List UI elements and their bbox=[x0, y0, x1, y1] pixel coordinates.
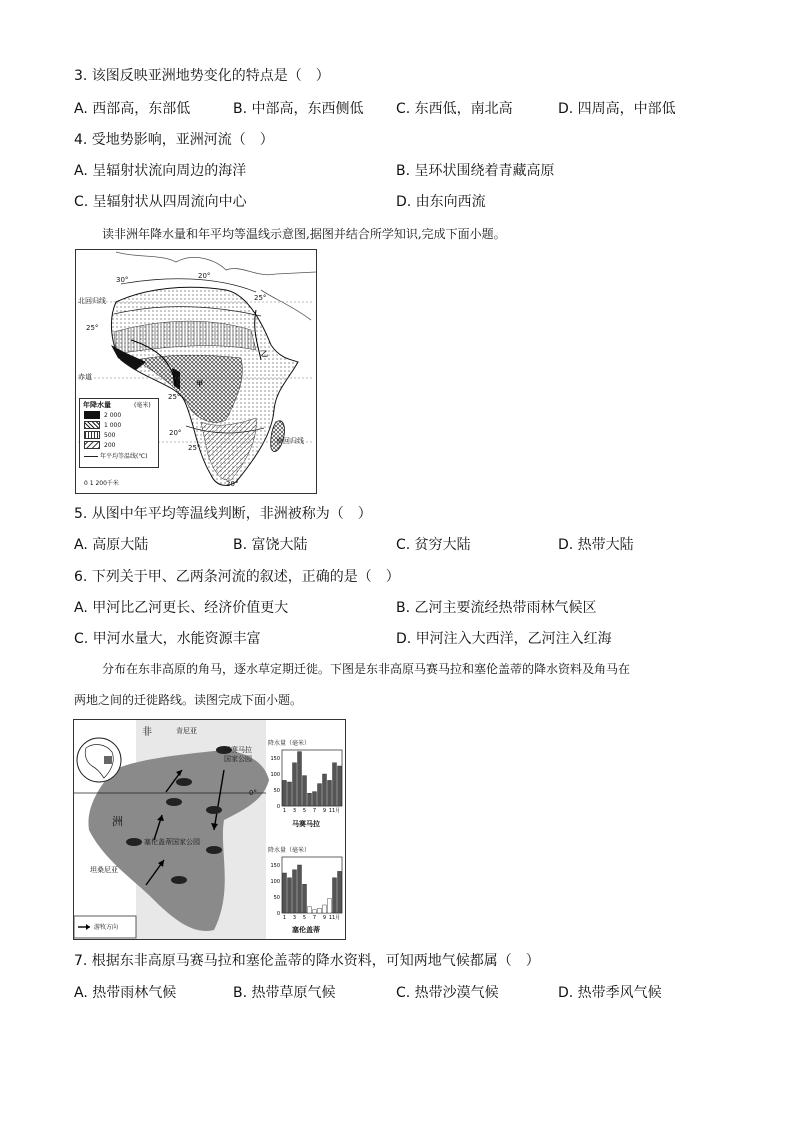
migration-figure bbox=[73, 719, 346, 940]
tanzania-label: 坦桑尼亚 bbox=[90, 866, 118, 874]
q3-option-d: D. 四周高，中部低 bbox=[558, 101, 676, 117]
y-tick-label: 100 bbox=[270, 772, 280, 778]
x-tick-label: 3 bbox=[292, 808, 297, 814]
reading-intro-wildebeest-line2: 两地之间的迁徙路线。读图完成下面小题。 bbox=[74, 693, 303, 707]
herd-marker bbox=[176, 778, 192, 786]
x-tick-label: 7 bbox=[312, 808, 317, 814]
legend-level-2000: 2 000 bbox=[104, 412, 122, 419]
q4-option-d: D. 由东向西流 bbox=[396, 194, 486, 210]
q7-option-a: A. 热带雨林气候 bbox=[74, 985, 177, 1001]
precip-bar bbox=[328, 899, 332, 913]
herd-marker bbox=[166, 798, 182, 806]
equator-degree-label: 0° bbox=[249, 789, 257, 797]
masai-mara-chart bbox=[270, 750, 342, 814]
serengeti-park-label: 塞伦盖蒂国家公园 bbox=[144, 838, 200, 846]
precip-bar bbox=[328, 780, 332, 806]
europe-coastline bbox=[116, 252, 316, 275]
q4-option-c: C. 呈辐射状从四周流向中心 bbox=[74, 194, 247, 210]
x-tick-label: 5 bbox=[302, 808, 307, 814]
x-tick-label: 9 bbox=[322, 915, 327, 921]
serengeti-chart bbox=[270, 857, 342, 921]
legend-level-1000: 1 000 bbox=[104, 422, 122, 429]
x-tick-label: 5 bbox=[302, 915, 307, 921]
precip-bar bbox=[333, 878, 337, 913]
q6-option-c: C. 甲河水量大，水能资源丰富 bbox=[74, 631, 261, 647]
q4-option-a: A. 呈辐射状流向周边的海洋 bbox=[74, 163, 247, 179]
north-tropic-label: 北回归线 bbox=[78, 297, 106, 305]
precip-bar bbox=[298, 865, 302, 913]
chart-a-unit: 降水量（毫米） bbox=[268, 740, 311, 747]
q3-option-c: C. 东西低，南北高 bbox=[396, 101, 513, 117]
q3-option-a: A. 西部高，东部低 bbox=[74, 101, 191, 117]
migration-legend-label: 游牧方向 bbox=[94, 924, 119, 931]
question-3-stem: 3. 该图反映亚洲地势变化的特点是（ ） bbox=[74, 68, 330, 84]
herd-marker bbox=[206, 806, 222, 814]
river-yi-marker: 乙 bbox=[261, 350, 268, 358]
isotherm-25-label-east: 25° bbox=[254, 294, 267, 302]
precip-bar bbox=[288, 878, 292, 913]
y-tick-label: 50 bbox=[273, 788, 280, 794]
precip-bar bbox=[283, 780, 287, 806]
x-tick-label: 11月 bbox=[328, 915, 341, 921]
equator-label: 赤道 bbox=[78, 373, 92, 381]
q7-option-c: C. 热带沙漠气候 bbox=[396, 985, 499, 1001]
precip-bar bbox=[313, 792, 317, 806]
precip-bar bbox=[288, 782, 292, 806]
isotherm-20-label: 20° bbox=[198, 272, 211, 280]
isotherm-20-label-sw: 20° bbox=[169, 429, 182, 437]
y-tick-label: 0 bbox=[276, 804, 280, 810]
precip-bar bbox=[298, 752, 302, 806]
question-7-stem: 7. 根据东非高原马赛马拉和塞伦盖蒂的降水资料，可知两地气候都属（ ） bbox=[74, 953, 540, 969]
legend-swatch-2000 bbox=[84, 411, 100, 419]
y-tick-label: 100 bbox=[270, 879, 280, 885]
precip-bar bbox=[303, 776, 307, 806]
continent-char-label: 洲 bbox=[112, 815, 123, 828]
x-tick-label: 1 bbox=[282, 915, 287, 921]
legend-isotherm-label: 年平均等温线(℃) bbox=[100, 453, 148, 460]
precip-bar bbox=[323, 774, 327, 806]
reading-intro-africa: 读非洲年降水量和年平均等温线示意图,据图并结合所学知识,完成下面小题。 bbox=[102, 227, 506, 241]
precip-bar bbox=[283, 873, 287, 913]
legend-level-500: 500 bbox=[104, 432, 116, 439]
arabia-coastline bbox=[261, 290, 311, 320]
africa-map-figure bbox=[75, 249, 317, 494]
q6-option-a: A. 甲河比乙河更长、经济价值更大 bbox=[74, 600, 289, 616]
x-tick-label: 1 bbox=[282, 808, 287, 814]
chart-b-unit: 降水量（毫米） bbox=[268, 847, 311, 854]
q4-option-b: B. 呈环状围绕着青藏高原 bbox=[396, 163, 555, 179]
chart-b-title: 塞伦盖蒂 bbox=[292, 926, 320, 934]
legend-swatch-500 bbox=[84, 431, 100, 439]
south-tropic-label: 南回归线 bbox=[276, 437, 304, 445]
migration-map-svg bbox=[74, 720, 345, 939]
y-tick-label: 0 bbox=[276, 911, 280, 917]
precip-bar bbox=[313, 910, 317, 913]
precip-bar bbox=[293, 763, 297, 806]
q7-option-b: B. 热带草原气候 bbox=[233, 985, 336, 1001]
inset-highlight bbox=[104, 756, 112, 764]
y-tick-label: 50 bbox=[273, 895, 280, 901]
herd-marker bbox=[126, 838, 142, 846]
q5-option-b: B. 富饶大陆 bbox=[233, 537, 308, 553]
isotherm-25-label-west: 25° bbox=[86, 324, 99, 332]
precip-bar bbox=[308, 793, 312, 806]
y-tick-label: 150 bbox=[270, 863, 280, 869]
herd-marker bbox=[206, 846, 222, 854]
precip-bar bbox=[308, 907, 312, 913]
q6-option-d: D. 甲河注入大西洋，乙河注入红海 bbox=[396, 631, 612, 647]
precip-bar bbox=[333, 763, 337, 806]
precip-bar bbox=[318, 908, 322, 913]
q5-option-c: C. 贫穷大陆 bbox=[396, 537, 471, 553]
chart-a-title: 马赛马拉 bbox=[292, 820, 320, 828]
precip-bar bbox=[323, 905, 327, 913]
river-jia-marker: 甲 bbox=[196, 380, 203, 388]
q7-option-d: D. 热带季风气候 bbox=[558, 985, 662, 1001]
masai-mara-park-label: 马赛马拉 国家公园 bbox=[224, 746, 252, 763]
y-tick-label: 150 bbox=[270, 756, 280, 762]
isotherm-25-label-south: 25° bbox=[188, 444, 201, 452]
isotherm-20-label-cape: 20° bbox=[226, 480, 239, 488]
legend-isotherm-line bbox=[84, 456, 98, 457]
q5-option-d: D. 热带大陆 bbox=[558, 537, 634, 553]
legend-level-200: 200 bbox=[104, 442, 116, 449]
isotherm-30-label: 30° bbox=[116, 276, 129, 284]
precipitation-legend bbox=[79, 398, 159, 468]
precip-bar bbox=[293, 870, 297, 913]
legend-swatch-1000 bbox=[84, 421, 100, 429]
q3-option-b: B. 中部高，东西侧低 bbox=[233, 101, 364, 117]
inset-label-africa: 非 bbox=[142, 727, 152, 738]
kenya-label: 肯尼亚 bbox=[176, 727, 197, 735]
map-scale: 0 1 200千米 bbox=[84, 480, 119, 487]
x-tick-label: 3 bbox=[292, 915, 297, 921]
q6-option-b: B. 乙河主要流经热带雨林气候区 bbox=[396, 600, 597, 616]
x-tick-label: 9 bbox=[322, 808, 327, 814]
question-6-stem: 6. 下列关于甲、乙两条河流的叙述，正确的是（ ） bbox=[74, 569, 400, 585]
herd-marker bbox=[171, 876, 187, 884]
precip-bar bbox=[338, 871, 342, 913]
precip-bar bbox=[303, 884, 307, 913]
precip-bar bbox=[338, 766, 342, 806]
x-tick-label: 7 bbox=[312, 915, 317, 921]
reading-intro-wildebeest-line1: 分布在东非高原的角马，逐水草定期迁徙。下图是东非高原马赛马拉和塞伦盖蒂的降水资料及角马在 bbox=[102, 662, 631, 676]
legend-swatch-200 bbox=[84, 441, 100, 449]
precip-bar bbox=[318, 784, 322, 806]
q5-option-a: A. 高原大陆 bbox=[74, 537, 149, 553]
question-5-stem: 5. 从图中年平均等温线判断，非洲被称为（ ） bbox=[74, 506, 372, 522]
isotherm-25-label-central: 25° bbox=[168, 393, 181, 401]
x-tick-label: 11月 bbox=[328, 808, 341, 814]
legend-title: 年降水量 bbox=[83, 401, 111, 409]
legend-unit: (毫米) bbox=[134, 402, 151, 409]
question-4-stem: 4. 受地势影响，亚洲河流（ ） bbox=[74, 132, 274, 148]
